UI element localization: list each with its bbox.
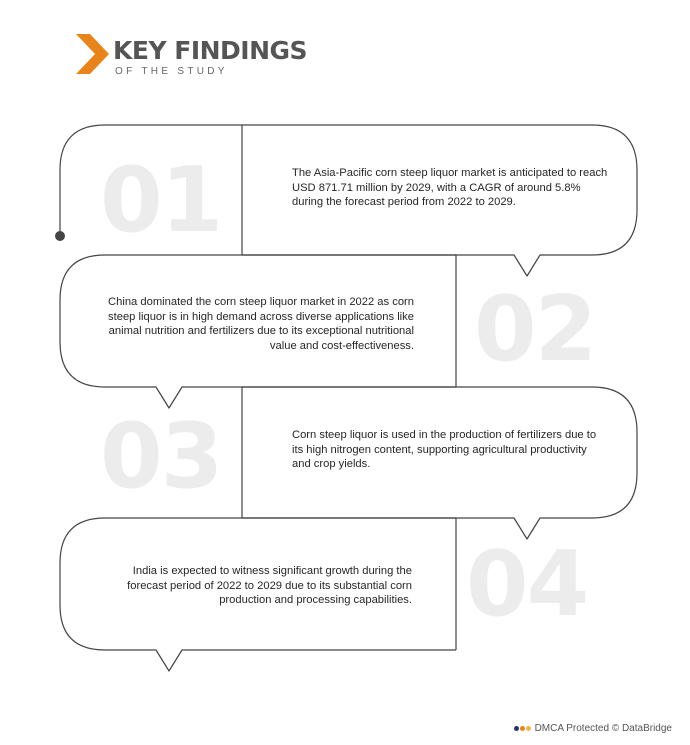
- connector-start-dot: [55, 231, 65, 241]
- finding-number-01: 01: [100, 148, 222, 253]
- finding-number-04: 04: [466, 532, 588, 637]
- finding-text-02: China dominated the corn steep liquor market in 2022 as corn steep liquor is in high demand across diverse applications like animal nutrition and fertilizers due to its exceptional nutritional value and cost-effectiveness.: [108, 296, 414, 352]
- dot-icon: [514, 726, 519, 731]
- finding-text-03: Corn steep liquor is used in the production of fertilizers due to its high nitrogen content, supporting agricultural productivity and crop yields.: [292, 429, 597, 470]
- finding-number-03: 03: [100, 404, 222, 509]
- dot-icon: [520, 726, 525, 731]
- finding-text-01: The Asia-Pacific corn steep liquor market is anticipated to reach USD 871.71 million by 2029, with a CAGR of around 5.8% during the forecast period from 2022 to 2029.: [292, 167, 608, 208]
- finding-number-02: 02: [474, 277, 596, 382]
- finding-text-04: India is expected to witness significant growth during the forecast period of 2022 to 2029 due to its substantial corn production and processing capabilities.: [127, 565, 412, 606]
- dmca-text: DMCA Protected © DataBridge: [534, 723, 672, 734]
- dot-icon: [526, 726, 531, 731]
- dmca-badge[interactable]: [514, 723, 672, 734]
- page-title: KEY FINDINGS: [113, 36, 308, 65]
- page-subtitle: OF THE STUDY: [115, 66, 228, 77]
